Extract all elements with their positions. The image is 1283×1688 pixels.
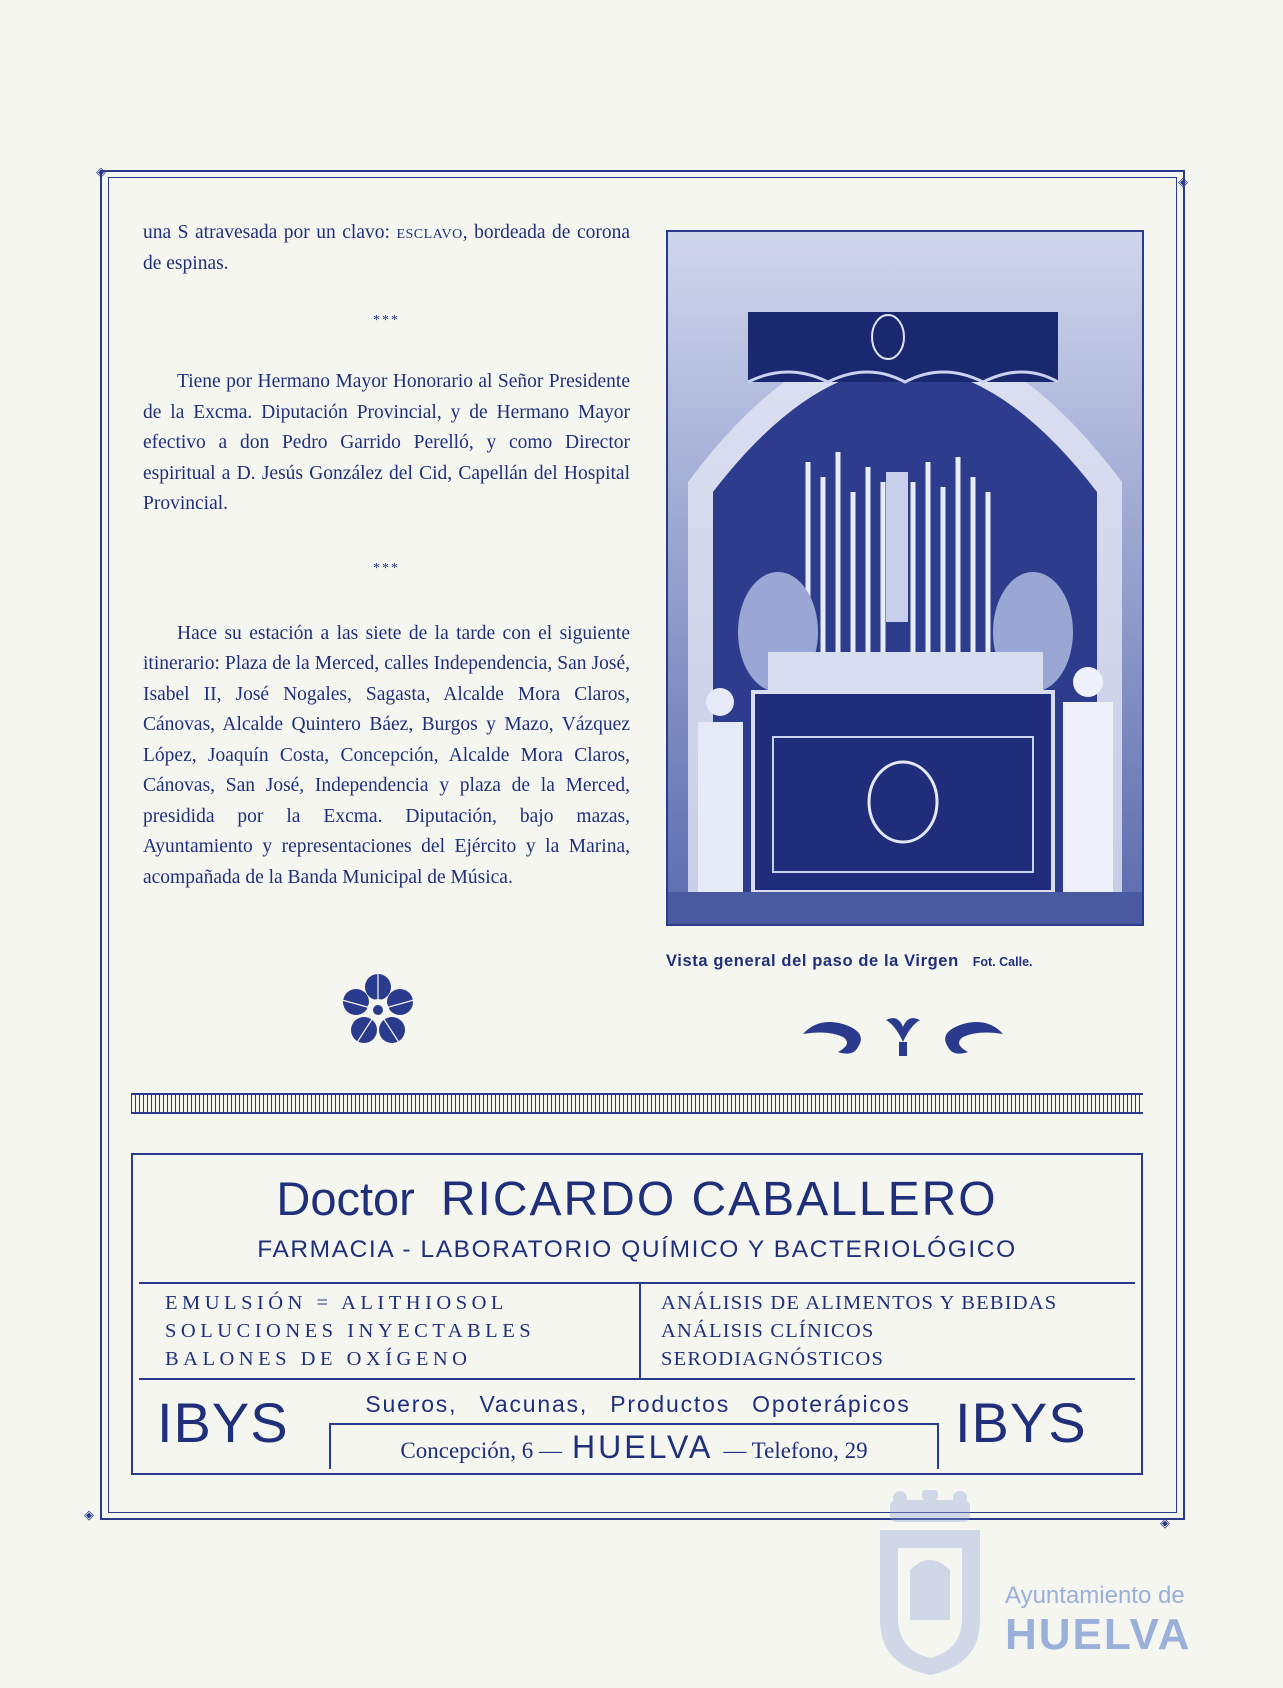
watermark-line-1: Ayuntamiento de (1005, 1582, 1185, 1609)
ad-analysis-line: ANÁLISIS CLÍNICOS (661, 1320, 875, 1342)
paragraph-2: Tiene por Hermano Mayor Honorario al Señor Presidente de la Excma. Diputación Provincial, y de Hermano Mayor efectivo a don Pedro Garrido Perelló, y como Director espiritual a D. Jesús González del Cid, Capellán del Hospital Provincial. (143, 371, 630, 514)
corner-ornament-bottom-right: ◈ (1160, 1515, 1170, 1530)
article-text (143, 218, 630, 893)
corner-ornament-bottom-left: ◈ (84, 1507, 94, 1522)
ad-column-divider (639, 1284, 641, 1378)
ad-address (329, 1423, 939, 1469)
pharmacy-advertisement (131, 1153, 1143, 1475)
photo-caption (666, 952, 1146, 971)
ad-products-line: Sueros, Vacunas, Productos Opoterápicos (365, 1391, 911, 1417)
ad-analysis-line: SERODIAGNÓSTICOS (661, 1348, 885, 1370)
ad-product-line: EMULSIÓN = ALITHIOSOL (165, 1292, 508, 1314)
ad-title-name: RICARDO CABALLERO (440, 1173, 998, 1226)
caption-text: Vista general del paso de la Virgen (666, 952, 959, 970)
ad-services-row (139, 1282, 1135, 1380)
section-separator-1: *** (373, 313, 400, 328)
paragraph-1 (143, 218, 630, 279)
corner-ornament-top-right: ◈ (1178, 174, 1188, 189)
photo-credit: Fot. Calle. (972, 955, 1033, 969)
section-separator-2: *** (373, 560, 400, 576)
ad-title (133, 1171, 1141, 1228)
brand-ibys-left: IBYS (157, 1391, 289, 1454)
ad-product-line: BALONES DE OXÍGENO (165, 1348, 472, 1370)
flower-ornament-icon (340, 972, 416, 1048)
watermark-line-2: HUELVA (1005, 1610, 1192, 1659)
ad-product-line: SOLUCIONES INYECTABLES (165, 1320, 536, 1342)
watermark-text (1005, 1582, 1191, 1660)
hatched-divider (131, 1093, 1143, 1114)
brand-ibys-right: IBYS (955, 1391, 1087, 1454)
address-city: HUELVA (572, 1429, 714, 1465)
ad-analysis-list (661, 1289, 1131, 1373)
address-phone: — Telefono, 29 (723, 1438, 868, 1463)
smallcaps-word: esclavo (396, 222, 463, 243)
city-shield-icon (870, 1490, 990, 1680)
paragraph-1-end: , bordeada de corona de espinas. (143, 222, 631, 274)
corner-ornament-top-left: ◈ (96, 164, 106, 179)
ad-subtitle: FARMACIA - LABORATORIO QUÍMICO Y BACTERIOLÓGICO (257, 1236, 1017, 1263)
paragraph-3: Hace su estación a las siete de la tarde con el siguiente itinerario: Plaza de la Merced, calles Independencia, San José, Isabel II, José Nogales, Sagasta, Alcalde Mora Claros, Cánovas, Alcalde Quintero Báez, Burgos y Mazo, Vázquez López, Joaquín Costa, Concepción, Alcalde Mora Claros, Cánovas, San José, Independencia y plaza de la Merced, presidida por la Excma. Diputación, bajo mazas, Ayuntamiento y representaciones del Ejército y la Marina, acompañada de la Banda Municipal de Música. (143, 622, 630, 888)
ad-analysis-line: ANÁLISIS DE ALIMENTOS Y BEBIDAS (661, 1292, 1058, 1314)
procession-photo (666, 230, 1144, 926)
address-street: Concepción, 6 — (400, 1438, 563, 1463)
scroll-ornament-icon (798, 1012, 1008, 1062)
ad-title-prefix: Doctor (276, 1172, 415, 1225)
paragraph-1-start: una S atravesada por un clavo: (143, 222, 397, 243)
ad-products-list (165, 1289, 605, 1373)
